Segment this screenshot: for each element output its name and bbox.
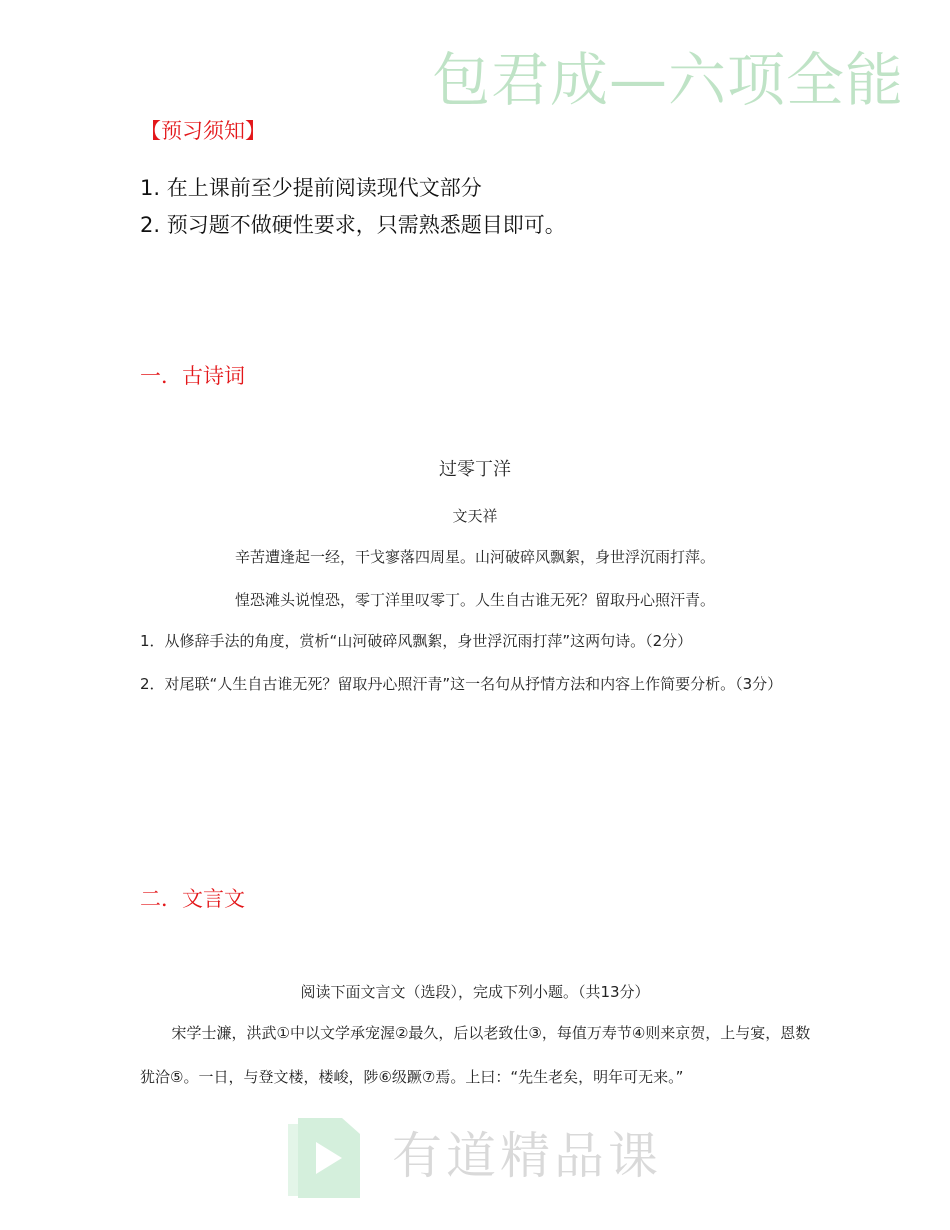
poem-author: 文天祥 (452, 507, 498, 525)
play-logo-icon (280, 1112, 376, 1204)
section-title-poetry: 一．古诗词 (140, 364, 245, 388)
notice-item-2: 2. 预习题不做硬性要求，只需熟悉题目即可。 (140, 213, 566, 237)
question-1: 1．从修辞手法的角度，赏析“山河破碎风飘絮，身世浮沉雨打萍”这两句诗。（2分） (140, 632, 693, 650)
watermark-title: 包君成—六项全能 (432, 46, 905, 114)
poem-title: 过零丁洋 (439, 459, 511, 480)
notice-title: 【预习须知】 (140, 119, 266, 143)
classical-passage: 宋学士濂，洪武①中以文学承宠渥②最久，后以老致仕③，每值万寿节④则来京贺，上与宴，恩数犹洽⑤。一日，与登文楼，楼峻，陟⑥级蹶⑦焉。上曰：“先生老矣，明年可无来。” (140, 1024, 811, 1086)
question-2: 2．对尾联“人生自古谁无死？留取丹心照汗青”这一名句从抒情方法和内容上作简要分析。（3分） (140, 675, 783, 693)
notice-item-1: 1. 在上课前至少提前阅读现代文部分 (140, 176, 482, 200)
section-title-classical: 二．文言文 (140, 887, 245, 911)
reading-instruction: 阅读下面文言文（选段），完成下列小题。（共13分） (300, 983, 650, 1001)
poem-line-1: 辛苦遭逢起一经，干戈寥落四周星。山河破碎风飘絮，身世浮沉雨打萍。 (234, 548, 715, 566)
poem-line-2: 惶恐滩头说惶恐，零丁洋里叹零丁。人生自古谁无死？留取丹心照汗青。 (234, 591, 715, 609)
footer-brand: 有道精品课 (392, 1127, 662, 1185)
